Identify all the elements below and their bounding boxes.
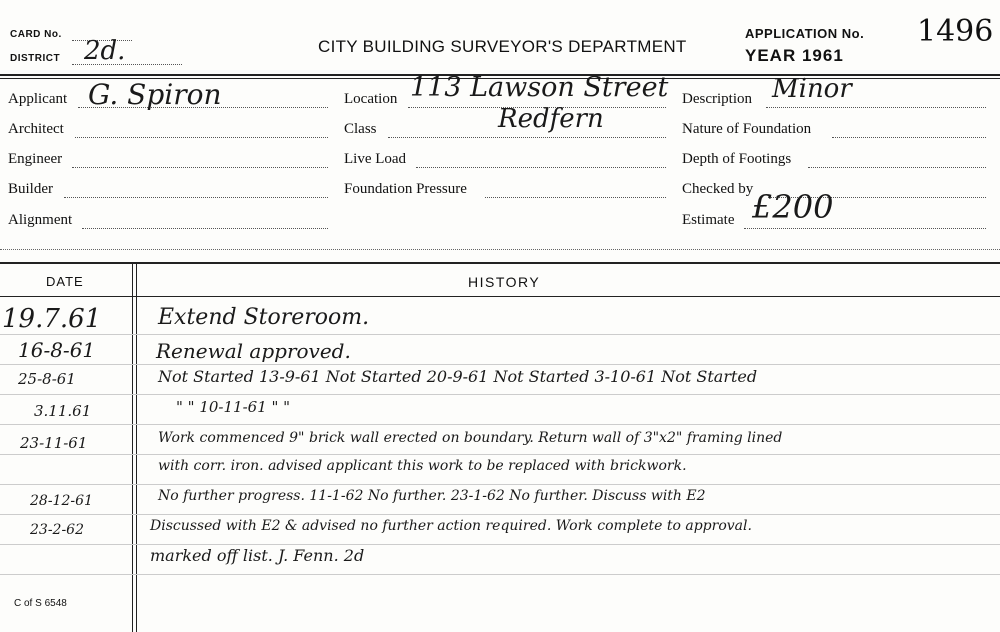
history-entry: Extend Storeroom. [158,305,370,330]
depth-dots [808,167,986,168]
history-entry: Renewal approved. [156,339,351,363]
description-value: Minor [772,74,852,104]
district-value: 2d. [84,36,126,66]
history-date: 3.11.61 [34,402,92,420]
foundation-pressure-dots [485,197,666,198]
history-date: 25-8-61 [18,370,76,388]
alignment-dots [82,228,328,229]
description-label: Description [682,91,752,107]
class-label: Class [344,121,377,137]
card-no-label: CARD No. [10,29,62,40]
history-date: 16-8-61 [18,338,96,362]
year-label: YEAR 1961 [745,46,844,65]
history-entry: " " 10-11-61 " " [176,398,291,416]
engineer-label: Engineer [8,151,63,167]
ruled-line [0,514,1000,515]
history-entry: Work commenced 9" brick wall erected on boundary. Return wall of 3"x2" framing lined [158,430,783,446]
ruled-line [0,484,1000,485]
engineer-dots [72,167,328,168]
location-value-line1: 113 Lawson Street [410,72,669,103]
history-date: 19.7.61 [2,304,102,334]
estimate-dots [744,228,986,229]
ruled-line [0,574,1000,575]
history-entry: marked off list. J. Fenn. 2d [150,546,365,565]
ruled-line [0,364,1000,365]
column-divider-2 [136,263,137,632]
nature-of-foundation-label: Nature of Foundation [682,121,812,137]
architect-label: Architect [8,121,64,137]
table-header-rule [0,296,1000,297]
application-number: 1496 [917,14,994,49]
architect-dots [75,137,328,138]
section-dotted-rule [0,249,1000,250]
ruled-line [0,544,1000,545]
form-code: C of S 6548 [14,598,67,609]
ruled-line [0,334,1000,335]
class-dots [388,137,666,138]
builder-label: Builder [8,181,53,197]
applicant-label: Applicant [8,91,68,107]
history-entry: Not Started 13-9-61 Not Started 20-9-61 Not Started 3-10-61 Not Started [158,367,758,386]
history-entry: Discussed with E2 & advised no further action required. Work complete to approval. [150,518,752,534]
ruled-line [0,454,1000,455]
history-date: 23-11-61 [20,434,88,452]
estimate-label: Estimate [682,212,735,228]
application-label: APPLICATION No. [745,26,865,41]
location-label: Location [344,91,398,107]
foundation-pressure-label: Foundation Pressure [344,181,467,197]
description-dots [766,107,986,108]
date-column-header: DATE [46,274,84,289]
history-entry: No further progress. 11-1-62 No further. 23-1-62 No further. Discuss with E2 [158,488,706,504]
ruled-line [0,424,1000,425]
ruled-line [0,394,1000,395]
applicant-value: G. Spiron [88,78,222,111]
builder-dots [64,197,328,198]
depth-of-footings-label: Depth of Footings [682,151,792,167]
history-date: 23-2-62 [30,522,84,538]
location-value-line2: Redfern [498,104,604,134]
history-date: 28-12-61 [30,493,93,509]
nature-dots [832,137,986,138]
checked-by-label: Checked by [682,181,754,197]
history-entry: with corr. iron. advised applicant this work to be replaced with brickwork. [158,458,687,474]
history-column-header: HISTORY [468,274,541,290]
district-label: DISTRICT [10,53,61,64]
estimate-value: £200 [752,188,834,226]
live-load-label: Live Load [344,151,407,167]
column-divider [132,263,133,632]
department-title: CITY BUILDING SURVEYOR'S DEPARTMENT [318,37,687,56]
alignment-label: Alignment [8,212,73,228]
table-top-rule [0,262,1000,264]
live-load-dots [416,167,666,168]
